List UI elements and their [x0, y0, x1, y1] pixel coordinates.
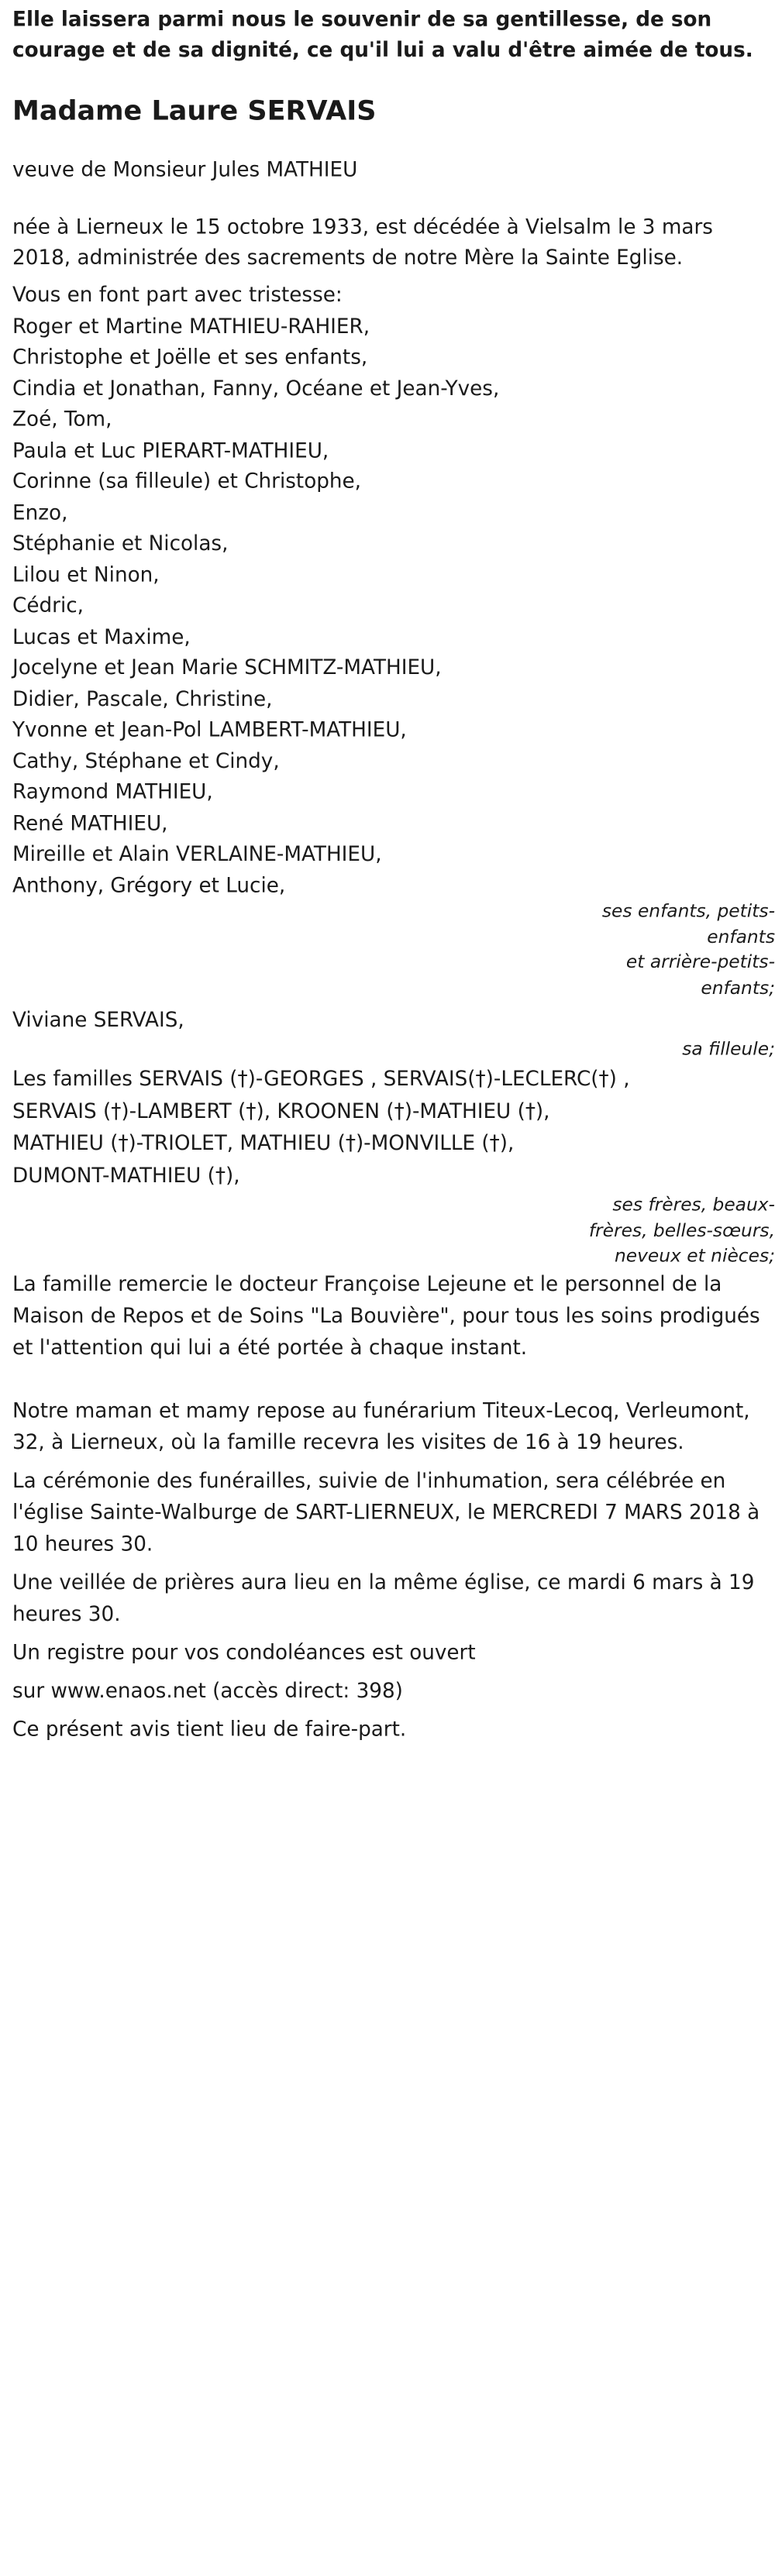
list-item: Yvonne et Jean-Pol LAMBERT-MATHIEU, [12, 718, 407, 742]
list-item: Zoé, Tom, [12, 408, 112, 432]
deceased-name: Madame Laure SERVAIS [12, 95, 377, 127]
role-great-grandchildren: et arrière-petits-enfants; [625, 951, 775, 998]
list-item: René MATHIEU, [12, 811, 168, 835]
obituary-notice [0, 5, 775, 1745]
list-item: Anthony, Grégory et Lucie, [12, 873, 286, 898]
list-item: Enzo, [12, 500, 68, 525]
register-text: Un registre pour vos condoléances est ouvert [12, 1640, 476, 1664]
vigil-text: Une veillée de prières aura lieu en la même église, ce mardi 6 mars à 19 heures 30. [12, 1570, 755, 1626]
list-item: Lilou et Ninon, [12, 562, 160, 587]
intro-text: Elle laissera parmi nous le souvenir de sa gentillesse, de son courage et de sa dignité, ce qu'il lui a valu d'être aimée de tous. [12, 8, 753, 63]
list-item: DUMONT-MATHIEU (†), [12, 1164, 240, 1188]
widow-of-text: veuve de Monsieur Jules MATHIEU [12, 158, 358, 182]
family-members-list [12, 311, 775, 902]
list-item: Jocelyne et Jean Marie SCHMITZ-MATHIEU, [12, 655, 442, 680]
role-nephews: neveux et nièces; [614, 1244, 775, 1267]
list-item: Cathy, Stéphane et Cindy, [12, 749, 280, 773]
list-item: SERVAIS (†)-LAMBERT (†), KROONEN (†)-MATHIEU (†), [12, 1099, 550, 1123]
list-item: Cédric, [12, 593, 84, 618]
role-siblings: ses frères, beaux-frères, belles-sœurs, [588, 1193, 775, 1241]
list-item: Corinne (sa filleule) et Christophe, [12, 469, 362, 494]
list-item: Roger et Martine MATHIEU-RAHIER, [12, 314, 370, 339]
rest-location-text: Notre maman et mamy repose au funérarium Titeux-Lecoq, Verleumont, 32, à Lierneux, où la famille recevra les visites de 16 à 19 heures. [12, 1398, 750, 1454]
list-item: Mireille et Alain VERLAINE-MATHIEU, [12, 842, 382, 867]
list-item: Stéphanie et Nicolas, [12, 531, 229, 556]
families-list [12, 1064, 775, 1192]
role-goddaughter: sa filleule; [682, 1037, 775, 1059]
list-item: Raymond MATHIEU, [12, 780, 213, 804]
list-item: Paula et Luc PIERART-MATHIEU, [12, 439, 329, 463]
thanks-text: La famille remercie le docteur Françoise Lejeune et le personnel de la Maison de Repos et de Soins "La Bouvière", pour tous les soins prodigués et l'attention qui lui a été portée à chaque instant. [12, 1272, 760, 1360]
role-children: ses enfants, petits-enfants [601, 899, 775, 948]
list-item: Cindia et Jonathan, Fanny, Océane et Jean-Yves, [12, 377, 500, 401]
announce-text: Vous en font part avec tristesse: [12, 283, 343, 308]
goddaughter-name: Viviane SERVAIS, [12, 1008, 184, 1033]
list-item: Lucas et Maxime, [12, 624, 191, 649]
ceremony-text: La cérémonie des funérailles, suivie de l'inhumation, sera célébrée en l'église Sainte-Walburge de SART-LIERNEUX, le MERCREDI 7 MARS 2018 à 10 heures 30. [12, 1468, 760, 1556]
list-item: MATHIEU (†)-TRIOLET, MATHIEU (†)-MONVILLE (†), [12, 1131, 515, 1156]
closing-text: Ce présent avis tient lieu de faire-part. [12, 1717, 407, 1742]
list-item: Didier, Pascale, Christine, [12, 687, 273, 711]
list-item: Les familles SERVAIS (†)-GEORGES , SERVAIS(†)-LECLERC(†) , [12, 1067, 630, 1092]
birth-death-text: née à Lierneux le 15 octobre 1933, est décédée à Vielsalm le 3 mars 2018, administrée des sacrements de notre Mère la Sainte Eglise. [12, 215, 713, 270]
list-item: Christophe et Joëlle et ses enfants, [12, 346, 368, 370]
website-text: sur www.enaos.net (accès direct: 398) [12, 1678, 403, 1703]
